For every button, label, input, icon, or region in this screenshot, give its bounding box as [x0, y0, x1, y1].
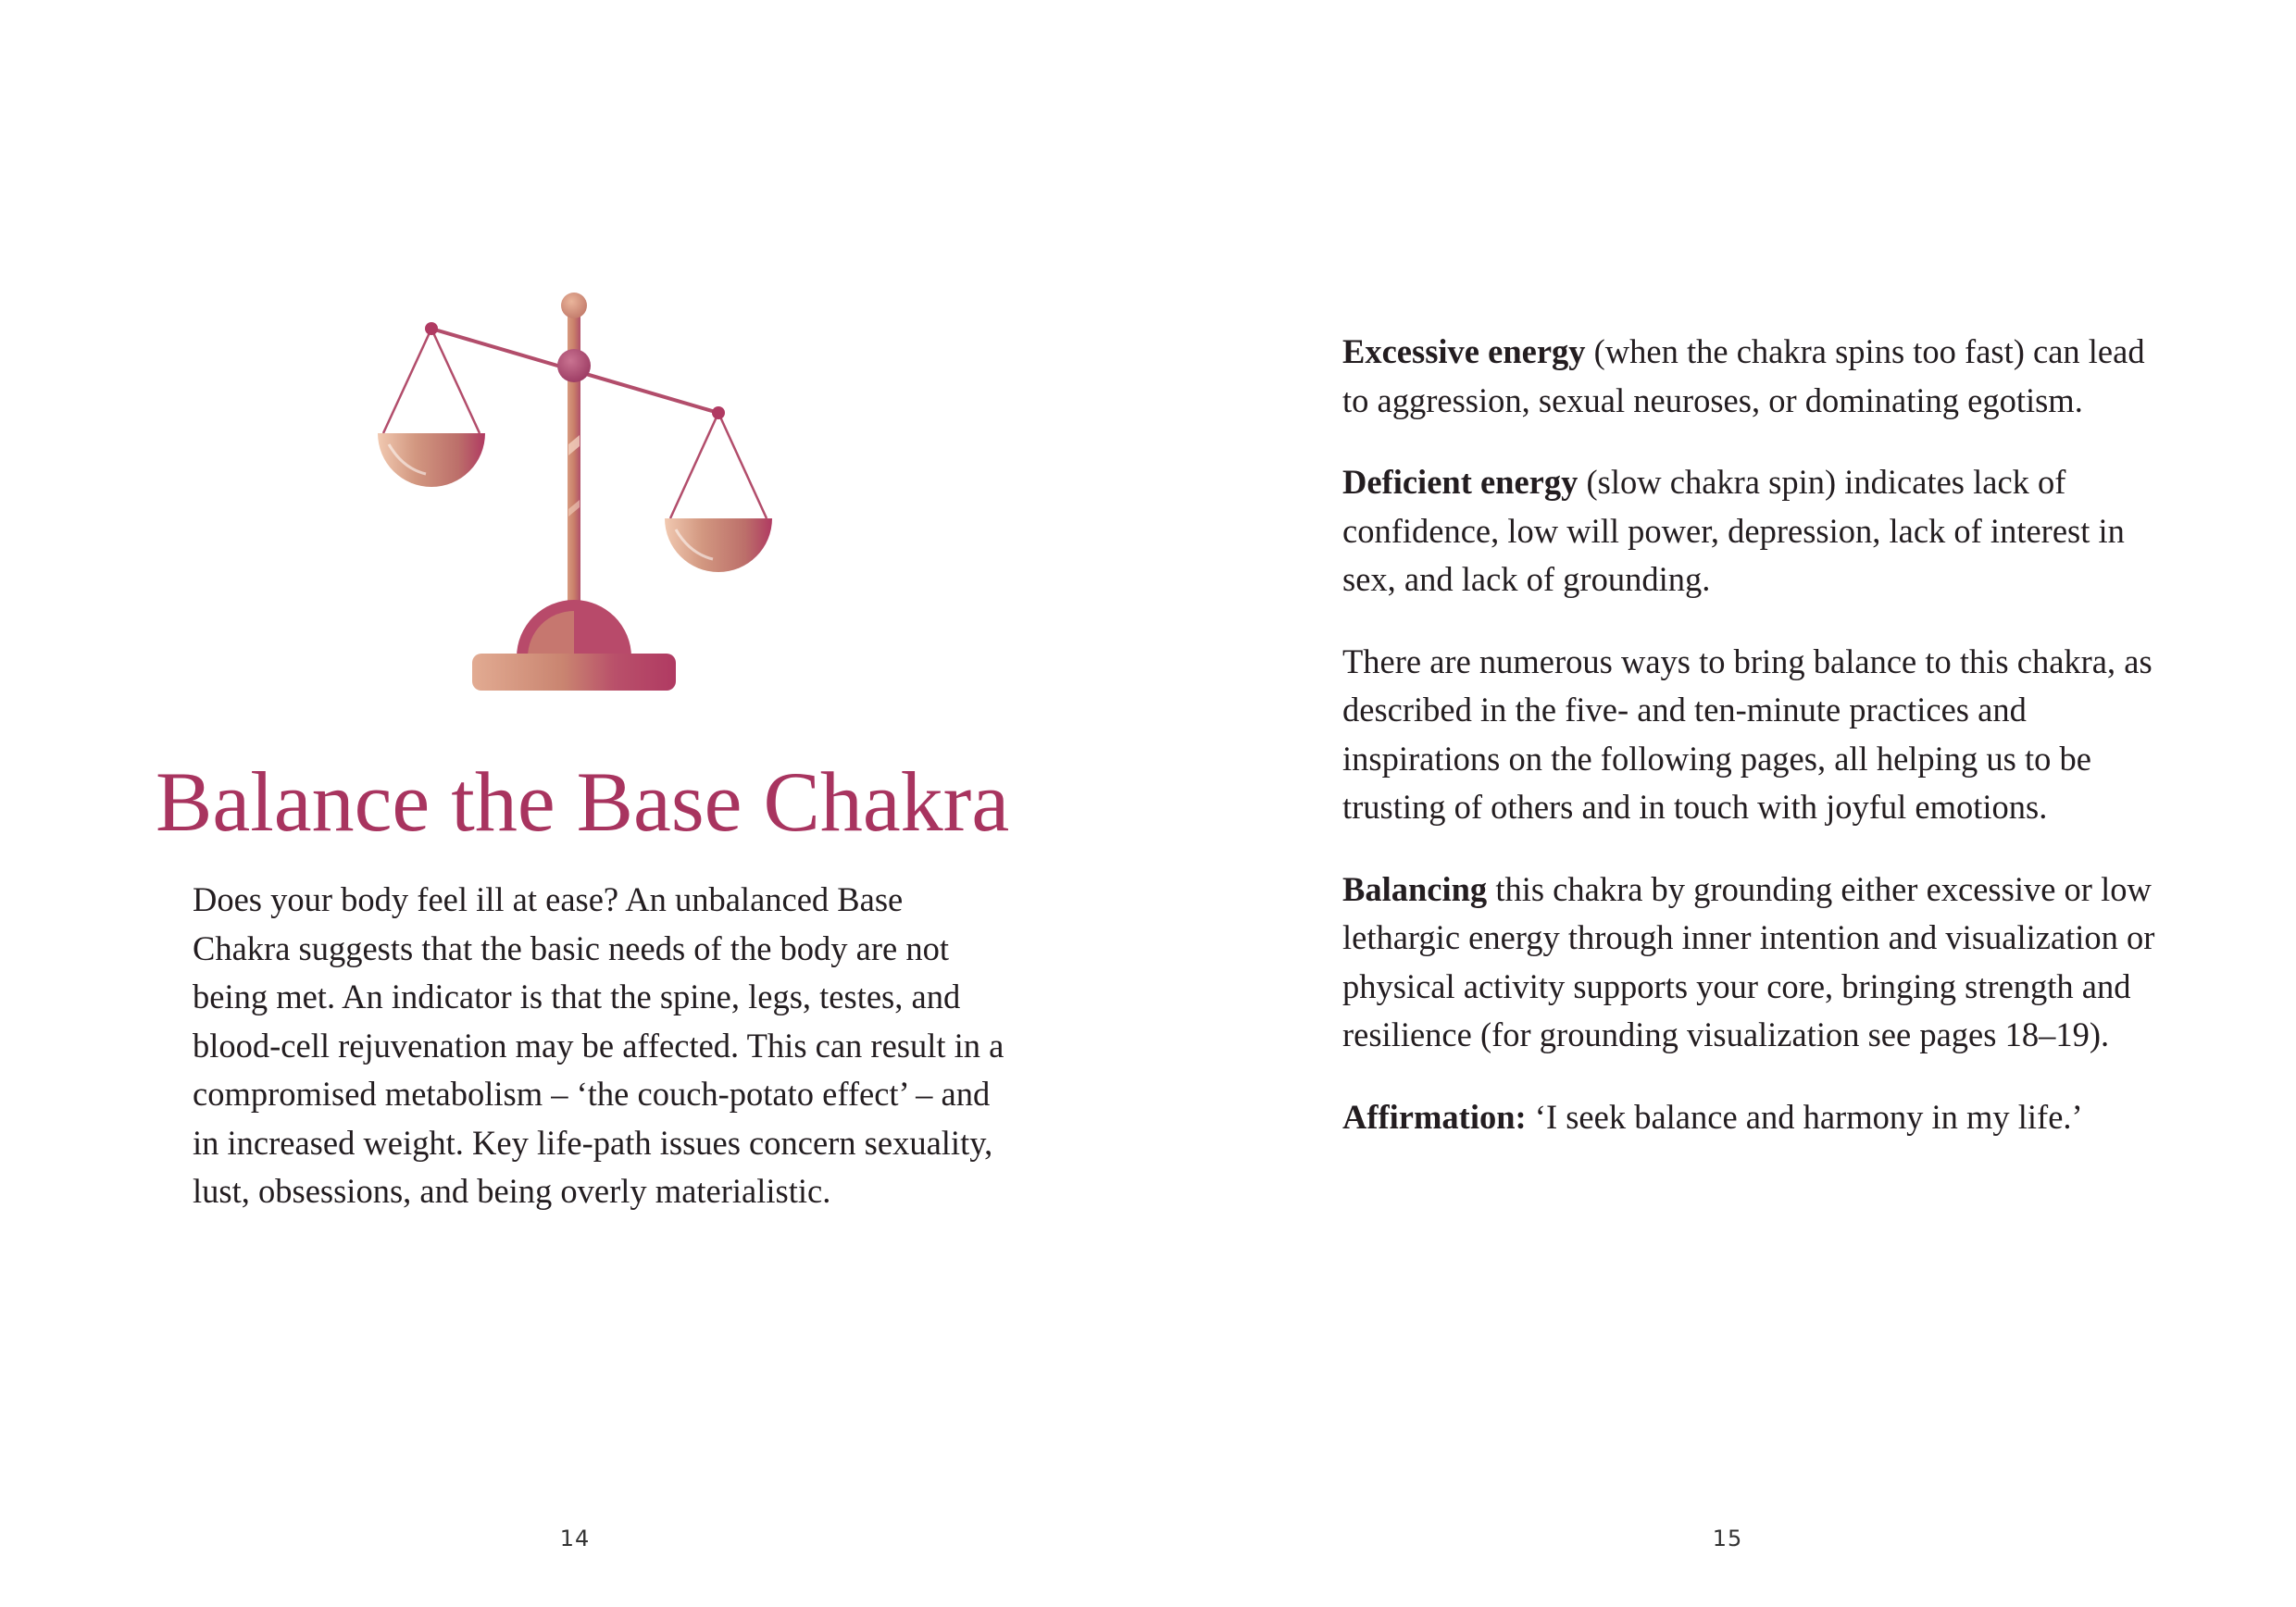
page-title: Balance the Base Chakra: [156, 754, 1010, 849]
paragraph-lead: Balancing: [1342, 869, 1488, 908]
paragraph-text: this chakra by grounding either excessive or low lethargic energy through inner intention and visualization or physical activity supports your core, bringing strength and resilience (for grounding visualization see pages 18–19).: [1342, 869, 2155, 1053]
affirmation-paragraph: [1342, 1093, 2157, 1142]
paragraph-text: ‘I seek balance and harmony in my life.’: [1526, 1097, 2083, 1136]
paragraph-text: There are numerous ways to bring balance to this chakra, as described in the five- and ten-minute practices and inspirations on the following pages, all helping us to be trusting of others and in touch with joyful emotions.: [1342, 642, 2152, 826]
intro-paragraph: Does your body feel ill at ease? An unbalanced Base Chakra suggests that the basic needs of the body are not being met. An indicator is that the spine, legs, testes, and blood-cell rejuvenation may be affected. This can result in a compromised metabolism – ‘the couch-potato effect’ – and in increased weight. Key life-path issues concern sexuality, lust, obsessions, and being overly materialistic.: [193, 880, 1004, 1210]
paragraph-text: (slow chakra spin) indicates lack of confidence, low will power, depression, lack of interest in sex, and lack of grounding.: [1342, 463, 2125, 598]
paragraph-text: (when the chakra spins too fast) can lead to aggression, sexual neuroses, or dominating egotism.: [1342, 332, 2145, 419]
right-column: [1342, 328, 2157, 1141]
paragraph-lead: Excessive energy: [1342, 332, 1586, 370]
paragraph-lead: Affirmation:: [1342, 1097, 1527, 1136]
right-page: [1148, 0, 2296, 1607]
balance-scales-icon: [352, 287, 796, 713]
page-number-left: 14: [559, 1526, 591, 1551]
balancing-paragraph: [1342, 866, 2157, 1060]
paragraph-lead: Deficient energy: [1342, 463, 1578, 501]
balance-ways-paragraph: [1342, 638, 2157, 832]
deficient-energy-paragraph: [1342, 458, 2157, 604]
page-number-right: 15: [1712, 1526, 1743, 1551]
excessive-energy-paragraph: [1342, 328, 2157, 425]
